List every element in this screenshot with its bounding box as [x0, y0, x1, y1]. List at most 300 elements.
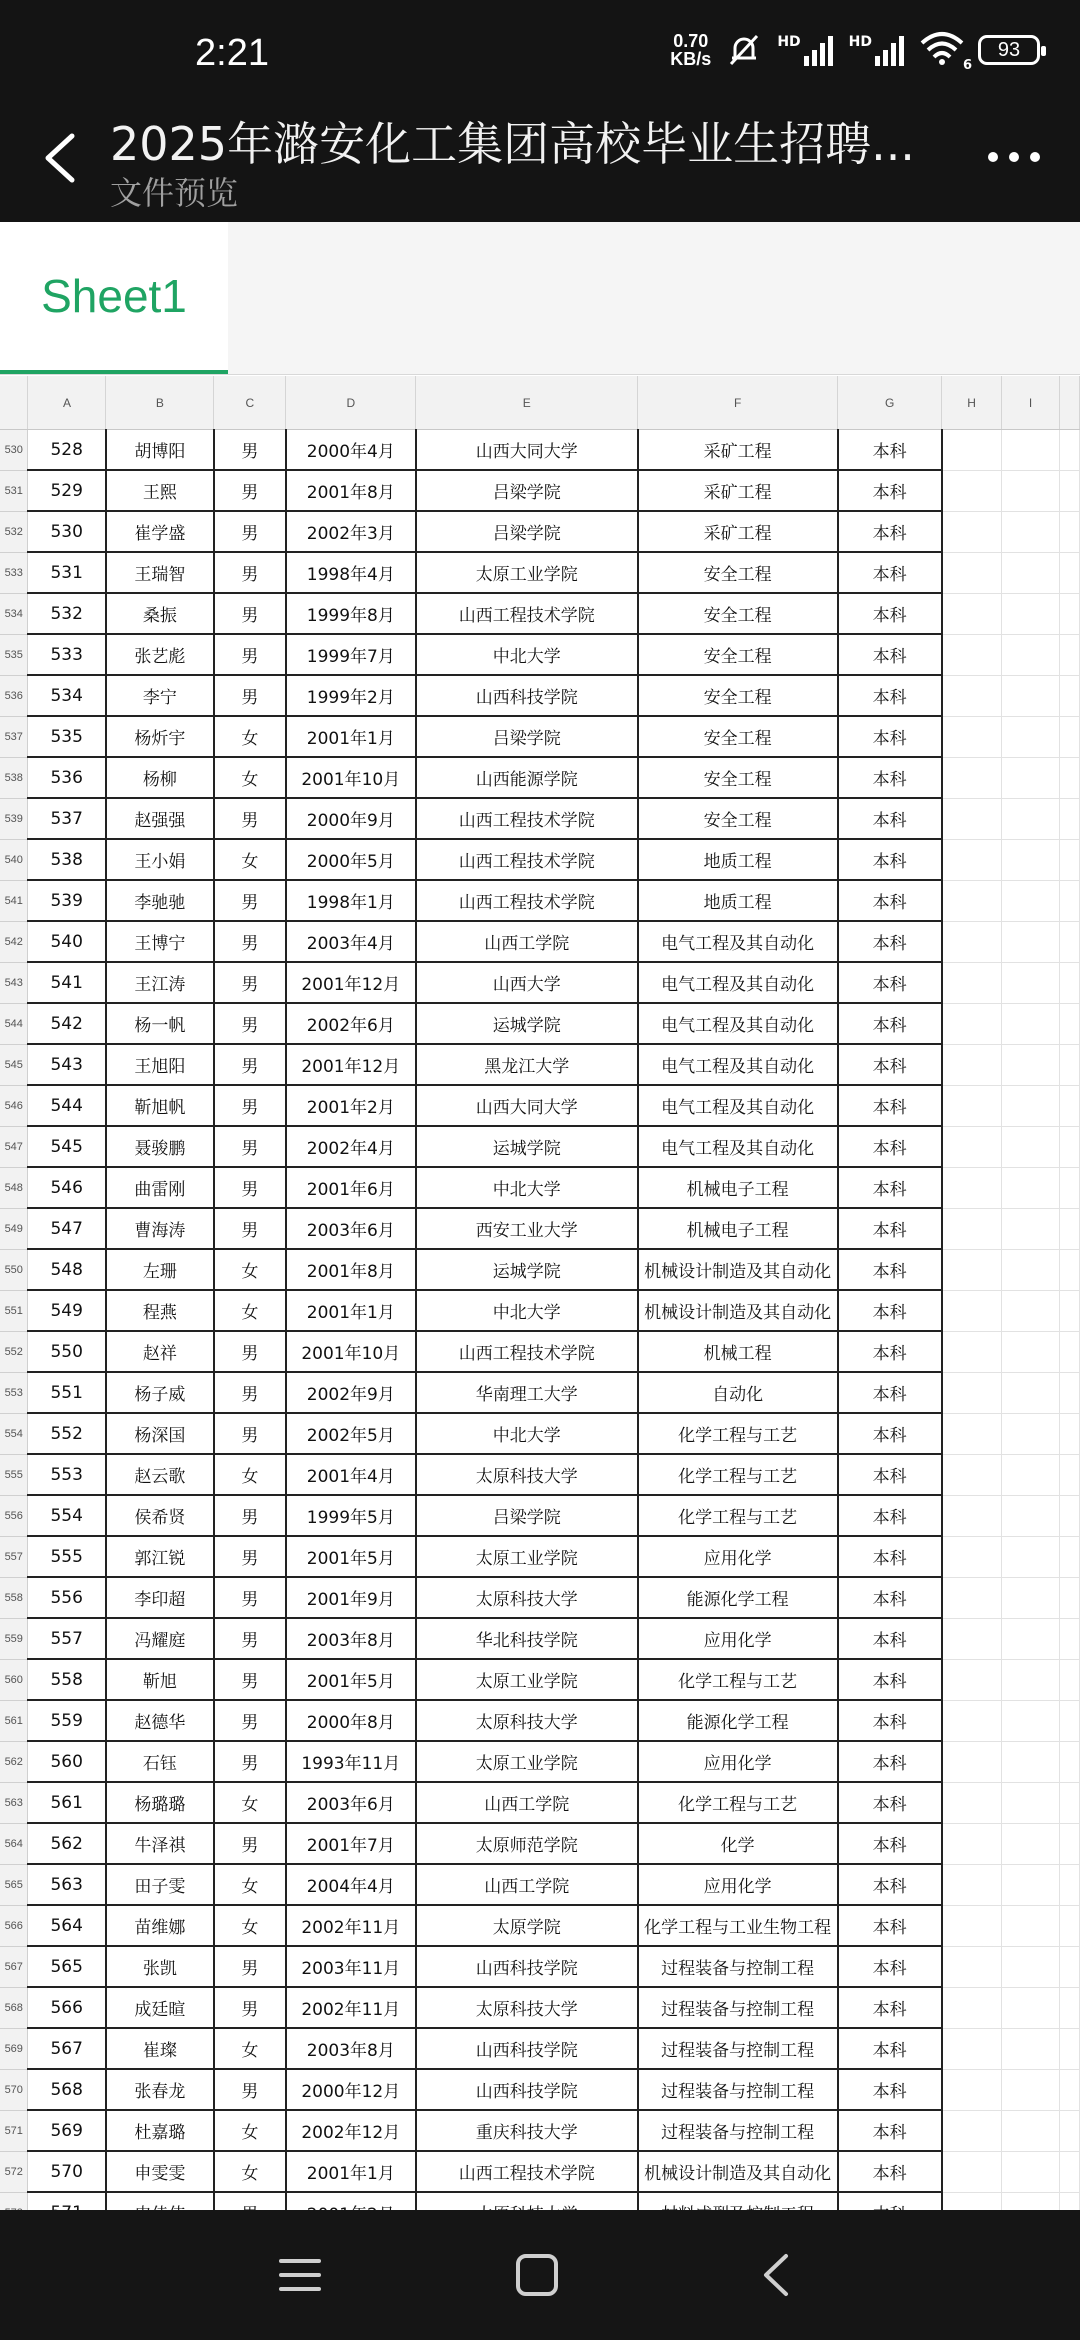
cell-empty[interactable] — [1002, 1782, 1060, 1823]
row-header[interactable]: 559 — [0, 1618, 28, 1659]
cell-g[interactable]: 本科 — [838, 962, 942, 1003]
cell-empty[interactable] — [1002, 2028, 1060, 2069]
cell-empty[interactable] — [1059, 2110, 1079, 2151]
cell-e[interactable]: 中北大学 — [416, 1290, 638, 1331]
cell-d[interactable]: 1998年1月 — [286, 880, 416, 921]
cell-e[interactable]: 太原科技大学 — [416, 1454, 638, 1495]
cell-empty[interactable] — [942, 962, 1002, 1003]
cell-a[interactable]: 528 — [28, 430, 106, 471]
cell-c[interactable]: 女 — [214, 1864, 286, 1905]
cell-d[interactable]: 2000年9月 — [286, 798, 416, 839]
cell-c[interactable]: 女 — [214, 1454, 286, 1495]
cell-f[interactable]: 机械设计制造及其自动化 — [638, 2151, 838, 2192]
cell-b[interactable]: 杜嘉璐 — [106, 2110, 214, 2151]
cell-g[interactable]: 本科 — [838, 1413, 942, 1454]
cell-c[interactable]: 女 — [214, 1290, 286, 1331]
cell-g[interactable]: 本科 — [838, 1290, 942, 1331]
cell-empty[interactable] — [942, 1331, 1002, 1372]
cell-b[interactable]: 石钰 — [106, 1741, 214, 1782]
cell-b[interactable]: 王熙 — [106, 470, 214, 511]
cell-empty[interactable] — [1002, 2151, 1060, 2192]
cell-e[interactable]: 山西大学 — [416, 962, 638, 1003]
cell-g[interactable]: 本科 — [838, 1864, 942, 1905]
cell-e[interactable]: 山西工程技术学院 — [416, 798, 638, 839]
cell-f[interactable]: 化学 — [638, 1823, 838, 1864]
cell-b[interactable]: 靳旭帆 — [106, 1085, 214, 1126]
cell-c[interactable]: 男 — [214, 1413, 286, 1454]
column-header-i[interactable]: I — [1002, 376, 1060, 430]
cell-c[interactable]: 男 — [214, 1372, 286, 1413]
row-header[interactable]: 550 — [0, 1249, 28, 1290]
cell-b[interactable]: 张凯 — [106, 1946, 214, 1987]
cell-g[interactable]: 本科 — [838, 1003, 942, 1044]
cell-g[interactable]: 本科 — [838, 757, 942, 798]
cell-b[interactable]: 冯耀庭 — [106, 1618, 214, 1659]
row-header[interactable]: 542 — [0, 921, 28, 962]
cell-a[interactable]: 537 — [28, 798, 106, 839]
cell-e[interactable]: 太原工业学院 — [416, 1741, 638, 1782]
row-header[interactable]: 536 — [0, 675, 28, 716]
column-header-b[interactable]: B — [106, 376, 214, 430]
cell-empty[interactable] — [1059, 552, 1079, 593]
row-header[interactable]: 549 — [0, 1208, 28, 1249]
cell-d[interactable]: 2002年11月 — [286, 1905, 416, 1946]
cell-d[interactable]: 2001年8月 — [286, 1249, 416, 1290]
cell-f[interactable]: 安全工程 — [638, 634, 838, 675]
row-header[interactable]: 571 — [0, 2110, 28, 2151]
cell-a[interactable]: 552 — [28, 1413, 106, 1454]
cell-e[interactable]: 重庆科技大学 — [416, 2110, 638, 2151]
row-header[interactable]: 553 — [0, 1372, 28, 1413]
cell-d[interactable]: 2001年7月 — [286, 1823, 416, 1864]
cell-empty[interactable] — [942, 921, 1002, 962]
cell-a[interactable]: 550 — [28, 1331, 106, 1372]
cell-f[interactable]: 化学工程与工业生物工程 — [638, 1905, 838, 1946]
cell-a[interactable]: 562 — [28, 1823, 106, 1864]
cell-e[interactable]: 山西科技学院 — [416, 2069, 638, 2110]
cell-g[interactable]: 本科 — [838, 1782, 942, 1823]
cell-a[interactable]: 569 — [28, 2110, 106, 2151]
cell-f[interactable]: 过程装备与控制工程 — [638, 2110, 838, 2151]
cell-empty[interactable] — [942, 716, 1002, 757]
cell-empty[interactable] — [1059, 1782, 1079, 1823]
cell-empty[interactable] — [1002, 552, 1060, 593]
cell-c[interactable]: 女 — [214, 839, 286, 880]
cell-c[interactable]: 男 — [214, 1536, 286, 1577]
cell-empty[interactable] — [942, 1536, 1002, 1577]
cell-empty[interactable] — [1002, 1044, 1060, 1085]
column-header-j[interactable] — [1059, 376, 1079, 430]
cell-empty[interactable] — [942, 1659, 1002, 1700]
cell-e[interactable]: 华南理工大学 — [416, 1372, 638, 1413]
cell-empty[interactable] — [942, 2069, 1002, 2110]
cell-c[interactable]: 女 — [214, 2110, 286, 2151]
row-header[interactable]: 561 — [0, 1700, 28, 1741]
cell-d[interactable]: 2001年4月 — [286, 1454, 416, 1495]
cell-b[interactable]: 杨深国 — [106, 1413, 214, 1454]
cell-b[interactable]: 成廷暄 — [106, 1987, 214, 2028]
cell-d[interactable]: 2002年5月 — [286, 1413, 416, 1454]
cell-a[interactable]: 539 — [28, 880, 106, 921]
cell-d[interactable]: 2001年8月 — [286, 470, 416, 511]
cell-a[interactable]: 534 — [28, 675, 106, 716]
cell-a[interactable]: 542 — [28, 1003, 106, 1044]
cell-d[interactable]: 2000年8月 — [286, 1700, 416, 1741]
row-header[interactable]: 572 — [0, 2151, 28, 2192]
row-header[interactable]: 552 — [0, 1331, 28, 1372]
cell-c[interactable]: 男 — [214, 2069, 286, 2110]
cell-d[interactable]: 2000年4月 — [286, 430, 416, 471]
cell-g[interactable]: 本科 — [838, 675, 942, 716]
cell-empty[interactable] — [1002, 1331, 1060, 1372]
cell-b[interactable]: 牛泽祺 — [106, 1823, 214, 1864]
row-header[interactable]: 555 — [0, 1454, 28, 1495]
cell-empty[interactable] — [1002, 798, 1060, 839]
row-header[interactable]: 563 — [0, 1782, 28, 1823]
cell-empty[interactable] — [1059, 1905, 1079, 1946]
cell-e[interactable]: 山西科技学院 — [416, 2028, 638, 2069]
cell-empty[interactable] — [1002, 1413, 1060, 1454]
cell-c[interactable]: 男 — [214, 675, 286, 716]
column-header-f[interactable]: F — [638, 376, 838, 430]
cell-c[interactable]: 女 — [214, 2028, 286, 2069]
cell-d[interactable]: 2002年12月 — [286, 2110, 416, 2151]
cell-b[interactable]: 杨柳 — [106, 757, 214, 798]
cell-a[interactable]: 530 — [28, 511, 106, 552]
cell-d[interactable]: 2003年6月 — [286, 1782, 416, 1823]
cell-a[interactable]: 553 — [28, 1454, 106, 1495]
cell-e[interactable]: 山西科技学院 — [416, 1946, 638, 1987]
cell-e[interactable]: 黑龙江大学 — [416, 1044, 638, 1085]
cell-g[interactable]: 本科 — [838, 1495, 942, 1536]
cell-e[interactable]: 山西能源学院 — [416, 757, 638, 798]
cell-c[interactable]: 女 — [214, 1782, 286, 1823]
cell-b[interactable]: 李印超 — [106, 1577, 214, 1618]
row-header[interactable]: 564 — [0, 1823, 28, 1864]
cell-b[interactable]: 赵云歌 — [106, 1454, 214, 1495]
cell-empty[interactable] — [1059, 1864, 1079, 1905]
cell-c[interactable]: 男 — [214, 1577, 286, 1618]
cell-d[interactable]: 2000年5月 — [286, 839, 416, 880]
cell-empty[interactable] — [1002, 1905, 1060, 1946]
cell-empty[interactable] — [1059, 2151, 1079, 2192]
cell-b[interactable]: 李宁 — [106, 675, 214, 716]
cell-d[interactable]: 2001年5月 — [286, 1536, 416, 1577]
cell-a[interactable]: 536 — [28, 757, 106, 798]
cell-g[interactable]: 本科 — [838, 430, 942, 471]
cell-e[interactable]: 太原工业学院 — [416, 1659, 638, 1700]
cell-g[interactable]: 本科 — [838, 1905, 942, 1946]
cell-b[interactable]: 桑振 — [106, 593, 214, 634]
cell-a[interactable]: 568 — [28, 2069, 106, 2110]
cell-c[interactable]: 女 — [214, 1905, 286, 1946]
cell-d[interactable]: 2003年6月 — [286, 1208, 416, 1249]
cell-a[interactable]: 531 — [28, 552, 106, 593]
cell-d[interactable]: 2001年9月 — [286, 1577, 416, 1618]
cell-e[interactable]: 山西工学院 — [416, 921, 638, 962]
row-header[interactable]: 548 — [0, 1167, 28, 1208]
cell-empty[interactable] — [1059, 1659, 1079, 1700]
cell-e[interactable]: 山西科技学院 — [416, 675, 638, 716]
cell-f[interactable]: 安全工程 — [638, 675, 838, 716]
cell-f[interactable]: 安全工程 — [638, 757, 838, 798]
cell-empty[interactable] — [1002, 1208, 1060, 1249]
cell-b[interactable]: 李驰驰 — [106, 880, 214, 921]
cell-empty[interactable] — [1059, 1823, 1079, 1864]
cell-a[interactable]: 556 — [28, 1577, 106, 1618]
cell-e[interactable]: 太原科技大学 — [416, 1987, 638, 2028]
cell-g[interactable]: 本科 — [838, 1659, 942, 1700]
cell-f[interactable]: 化学工程与工艺 — [638, 1782, 838, 1823]
cell-empty[interactable] — [942, 1864, 1002, 1905]
cell-empty[interactable] — [942, 675, 1002, 716]
cell-b[interactable]: 郭江锐 — [106, 1536, 214, 1577]
cell-g[interactable]: 本科 — [838, 1085, 942, 1126]
column-header-d[interactable]: D — [286, 376, 416, 430]
cell-c[interactable]: 男 — [214, 1741, 286, 1782]
cell-a[interactable]: 545 — [28, 1126, 106, 1167]
row-header[interactable]: 541 — [0, 880, 28, 921]
cell-e[interactable]: 山西工程技术学院 — [416, 839, 638, 880]
cell-empty[interactable] — [1059, 1331, 1079, 1372]
cell-a[interactable]: 538 — [28, 839, 106, 880]
cell-d[interactable]: 2002年11月 — [286, 1987, 416, 2028]
row-header[interactable]: 558 — [0, 1577, 28, 1618]
cell-e[interactable]: 山西工程技术学院 — [416, 2151, 638, 2192]
cell-empty[interactable] — [1002, 1987, 1060, 2028]
cell-empty[interactable] — [1059, 1249, 1079, 1290]
cell-empty[interactable] — [942, 1741, 1002, 1782]
cell-a[interactable]: 533 — [28, 634, 106, 675]
cell-empty[interactable] — [1059, 1126, 1079, 1167]
cell-a[interactable]: 566 — [28, 1987, 106, 2028]
cell-empty[interactable] — [942, 1495, 1002, 1536]
cell-a[interactable]: 541 — [28, 962, 106, 1003]
row-header[interactable]: 533 — [0, 552, 28, 593]
cell-empty[interactable] — [1059, 1044, 1079, 1085]
cell-b[interactable]: 王小娟 — [106, 839, 214, 880]
row-header[interactable]: 535 — [0, 634, 28, 675]
cell-f[interactable]: 机械工程 — [638, 1331, 838, 1372]
cell-c[interactable]: 男 — [214, 1044, 286, 1085]
cell-g[interactable]: 本科 — [838, 1454, 942, 1495]
cell-empty[interactable] — [1002, 1372, 1060, 1413]
cell-e[interactable]: 山西工学院 — [416, 1864, 638, 1905]
cell-a[interactable]: 549 — [28, 1290, 106, 1331]
cell-a[interactable]: 558 — [28, 1659, 106, 1700]
row-header[interactable]: 539 — [0, 798, 28, 839]
cell-c[interactable]: 女 — [214, 2151, 286, 2192]
cell-empty[interactable] — [942, 430, 1002, 471]
cell-a[interactable]: 547 — [28, 1208, 106, 1249]
row-header[interactable]: 537 — [0, 716, 28, 757]
more-options-icon[interactable] — [986, 150, 1042, 164]
cell-g[interactable]: 本科 — [838, 552, 942, 593]
back-icon[interactable] — [752, 2250, 802, 2300]
cell-f[interactable]: 过程装备与控制工程 — [638, 1946, 838, 1987]
cell-f[interactable]: 电气工程及其自动化 — [638, 1126, 838, 1167]
cell-e[interactable]: 运城学院 — [416, 1003, 638, 1044]
row-header[interactable]: 544 — [0, 1003, 28, 1044]
cell-f[interactable]: 机械电子工程 — [638, 1208, 838, 1249]
cell-g[interactable]: 本科 — [838, 880, 942, 921]
cell-d[interactable]: 1993年11月 — [286, 1741, 416, 1782]
cell-a[interactable]: 564 — [28, 1905, 106, 1946]
row-header[interactable]: 540 — [0, 839, 28, 880]
cell-b[interactable]: 聂骏鹏 — [106, 1126, 214, 1167]
cell-c[interactable]: 女 — [214, 1249, 286, 1290]
column-header-h[interactable]: H — [942, 376, 1002, 430]
cell-empty[interactable] — [1059, 1946, 1079, 1987]
cell-c[interactable]: 男 — [214, 1946, 286, 1987]
cell-empty[interactable] — [942, 1823, 1002, 1864]
cell-b[interactable]: 曹海涛 — [106, 1208, 214, 1249]
home-icon[interactable] — [512, 2250, 562, 2300]
cell-empty[interactable] — [1002, 470, 1060, 511]
cell-a[interactable]: 565 — [28, 1946, 106, 1987]
cell-d[interactable]: 2001年10月 — [286, 1331, 416, 1372]
cell-empty[interactable] — [1059, 1741, 1079, 1782]
tab-sheet1[interactable]: Sheet1 — [0, 222, 228, 374]
cell-empty[interactable] — [942, 1454, 1002, 1495]
row-header[interactable]: 532 — [0, 511, 28, 552]
cell-empty[interactable] — [1059, 880, 1079, 921]
cell-g[interactable]: 本科 — [838, 798, 942, 839]
cell-d[interactable]: 2004年4月 — [286, 1864, 416, 1905]
cell-e[interactable]: 山西大同大学 — [416, 430, 638, 471]
cell-f[interactable]: 过程装备与控制工程 — [638, 2069, 838, 2110]
cell-d[interactable]: 2002年3月 — [286, 511, 416, 552]
cell-b[interactable]: 王江涛 — [106, 962, 214, 1003]
cell-f[interactable]: 应用化学 — [638, 1536, 838, 1577]
cell-empty[interactable] — [942, 634, 1002, 675]
cell-e[interactable]: 吕梁学院 — [416, 511, 638, 552]
cell-empty[interactable] — [1059, 839, 1079, 880]
back-arrow-icon[interactable] — [34, 130, 84, 186]
cell-d[interactable]: 1999年5月 — [286, 1495, 416, 1536]
cell-empty[interactable] — [942, 1167, 1002, 1208]
cell-empty[interactable] — [1002, 1864, 1060, 1905]
cell-b[interactable]: 赵德华 — [106, 1700, 214, 1741]
cell-empty[interactable] — [1059, 1618, 1079, 1659]
cell-empty[interactable] — [942, 1126, 1002, 1167]
cell-a[interactable]: 535 — [28, 716, 106, 757]
cell-d[interactable]: 2001年5月 — [286, 1659, 416, 1700]
cell-e[interactable]: 运城学院 — [416, 1126, 638, 1167]
cell-f[interactable]: 自动化 — [638, 1372, 838, 1413]
cell-c[interactable]: 男 — [214, 470, 286, 511]
cell-c[interactable]: 男 — [214, 634, 286, 675]
cell-g[interactable]: 本科 — [838, 1823, 942, 1864]
cell-b[interactable]: 张春龙 — [106, 2069, 214, 2110]
cell-g[interactable]: 本科 — [838, 1741, 942, 1782]
cell-empty[interactable] — [942, 1700, 1002, 1741]
cell-a[interactable]: 557 — [28, 1618, 106, 1659]
row-header[interactable]: 567 — [0, 1946, 28, 1987]
cell-a[interactable]: 548 — [28, 1249, 106, 1290]
cell-empty[interactable] — [942, 1618, 1002, 1659]
row-header[interactable]: 538 — [0, 757, 28, 798]
cell-empty[interactable] — [942, 2151, 1002, 2192]
cell-empty[interactable] — [1059, 1700, 1079, 1741]
cell-empty[interactable] — [942, 2110, 1002, 2151]
cell-a[interactable]: 529 — [28, 470, 106, 511]
row-header[interactable]: 568 — [0, 1987, 28, 2028]
cell-c[interactable]: 男 — [214, 1659, 286, 1700]
cell-e[interactable]: 山西大同大学 — [416, 1085, 638, 1126]
cell-empty[interactable] — [1059, 716, 1079, 757]
cell-empty[interactable] — [1002, 1495, 1060, 1536]
cell-f[interactable]: 电气工程及其自动化 — [638, 962, 838, 1003]
cell-d[interactable]: 2003年8月 — [286, 2028, 416, 2069]
cell-b[interactable]: 侯希贤 — [106, 1495, 214, 1536]
cell-g[interactable]: 本科 — [838, 470, 942, 511]
cell-g[interactable]: 本科 — [838, 1372, 942, 1413]
column-header-c[interactable]: C — [214, 376, 286, 430]
cell-f[interactable]: 化学工程与工艺 — [638, 1454, 838, 1495]
cell-d[interactable]: 2003年11月 — [286, 1946, 416, 1987]
cell-b[interactable]: 杨炘宇 — [106, 716, 214, 757]
cell-f[interactable]: 应用化学 — [638, 1741, 838, 1782]
cell-empty[interactable] — [942, 2028, 1002, 2069]
spreadsheet-grid[interactable] — [0, 376, 1080, 2210]
cell-f[interactable]: 能源化学工程 — [638, 1577, 838, 1618]
cell-c[interactable]: 女 — [214, 757, 286, 798]
cell-empty[interactable] — [1002, 430, 1060, 471]
cell-d[interactable]: 2003年8月 — [286, 1618, 416, 1659]
cell-empty[interactable] — [1002, 1085, 1060, 1126]
cell-d[interactable]: 1999年7月 — [286, 634, 416, 675]
row-header[interactable]: 562 — [0, 1741, 28, 1782]
cell-d[interactable]: 2001年1月 — [286, 2151, 416, 2192]
cell-empty[interactable] — [1002, 1659, 1060, 1700]
cell-a[interactable]: 551 — [28, 1372, 106, 1413]
column-header-g[interactable]: G — [838, 376, 942, 430]
cell-g[interactable]: 本科 — [838, 1126, 942, 1167]
cell-empty[interactable] — [1002, 511, 1060, 552]
cell-c[interactable]: 男 — [214, 1208, 286, 1249]
cell-d[interactable]: 2002年9月 — [286, 1372, 416, 1413]
cell-empty[interactable] — [942, 1044, 1002, 1085]
cell-a[interactable]: 546 — [28, 1167, 106, 1208]
cell-empty[interactable] — [1002, 757, 1060, 798]
cell-b[interactable]: 杨一帆 — [106, 1003, 214, 1044]
cell-e[interactable]: 中北大学 — [416, 634, 638, 675]
cell-f[interactable]: 过程装备与控制工程 — [638, 1987, 838, 2028]
cell-empty[interactable] — [1002, 1003, 1060, 1044]
cell-b[interactable]: 申雯雯 — [106, 2151, 214, 2192]
cell-empty[interactable] — [942, 552, 1002, 593]
cell-e[interactable]: 吕梁学院 — [416, 716, 638, 757]
cell-g[interactable]: 本科 — [838, 1536, 942, 1577]
row-header[interactable]: 566 — [0, 1905, 28, 1946]
cell-empty[interactable] — [1059, 1208, 1079, 1249]
cell-d[interactable]: 1999年8月 — [286, 593, 416, 634]
row-header[interactable]: 570 — [0, 2069, 28, 2110]
cell-e[interactable]: 山西工学院 — [416, 1782, 638, 1823]
menu-icon[interactable] — [275, 2250, 325, 2300]
cell-empty[interactable] — [1059, 1290, 1079, 1331]
cell-empty[interactable] — [1059, 962, 1079, 1003]
cell-empty[interactable] — [942, 1782, 1002, 1823]
cell-f[interactable]: 安全工程 — [638, 716, 838, 757]
cell-f[interactable]: 化学工程与工艺 — [638, 1659, 838, 1700]
row-header[interactable]: 545 — [0, 1044, 28, 1085]
cell-b[interactable]: 苗维娜 — [106, 1905, 214, 1946]
cell-a[interactable]: 544 — [28, 1085, 106, 1126]
cell-b[interactable]: 赵强强 — [106, 798, 214, 839]
cell-g[interactable]: 本科 — [838, 1577, 942, 1618]
